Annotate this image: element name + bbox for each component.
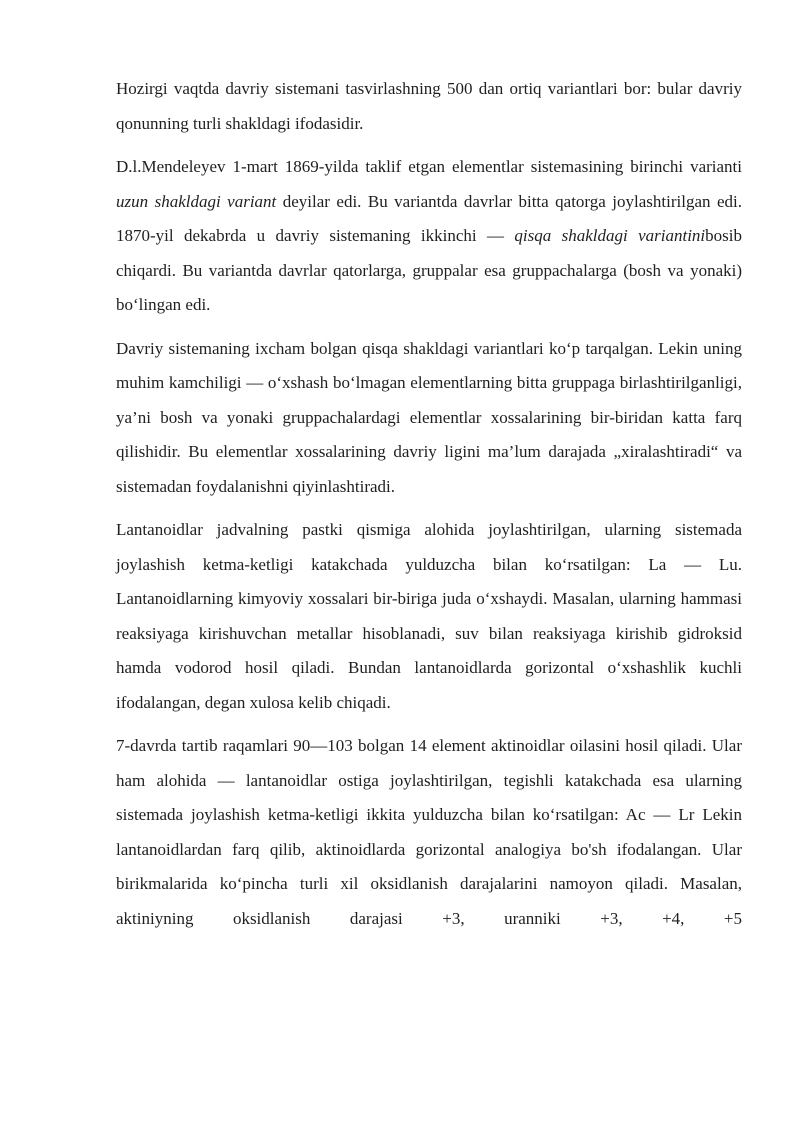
paragraph-actinoids (116, 729, 742, 936)
paragraph-text: bosib chiqardi. Bu variantda davrlar qatorlarga, gruppalar esa gruppachalarga (bosh va yonaki) bo‘lingan edi. (116, 226, 743, 314)
paragraph-text: 7-davrda tartib raqamlari 90—103 bolgan 14 element aktinoidlar oilasini hosil qiladi. Ular ham alohida — lantanoidlar ostiga joylashtirilgan, tegishli katakchada esa ularning sistemada joylashish ketma-ketligi ikkita yulduzcha bilan ko‘rsatilgan: Ac — Lr Lekin lantanoidlardan farq qilib, aktinoidlarda gorizontal analogiya bo'sh ifodalangan. Ular birikmalarida ko‘pincha turli xil oksidlanish darajalarini namoyon qiladi. Masalan, aktiniyning oksidlanish darajasi +3, uranniki +3, +4, +5 (116, 736, 742, 928)
paragraph-text: Davriy sistemaning ixcham bolgan qisqa shakldagi variantlari ko‘p tarqalgan. Lekin uning muhim kamchiligi — o‘xshash bo‘lmagan elementlarning bitta gruppaga birlashtirilganligi, ya’ni bosh va yonaki gruppachalardagi elementlar xossalarining bir-biridan katta farq qilishidir. Bu elementlar xossalarining davriy ligini ma’lum darajada „xiralashtiradi“ va sistemadan foydalanishni qiyinlashtiradi. (116, 338, 742, 496)
paragraph-mendeleyev (116, 150, 742, 323)
italic-term: qisqa shakldagi variantini (514, 226, 706, 245)
italic-term: uzun shakldagi variant (116, 191, 277, 211)
paragraph-short-form-drawback (116, 332, 742, 505)
paragraph-text: Hozirgi vaqtda davriy sistemani tasvirlashning 500 dan ortiq variantlari bor: bular davriy qonunning turli shakldagi ifodasidir. (116, 79, 742, 133)
paragraph-variants-count (116, 72, 742, 141)
paragraph-text: D.l.Mendeleyev 1-mart 1869-yilda taklif etgan elementlar sistemasining birinchi varianti (116, 157, 742, 176)
paragraph-text: deyilar edi. Bu variantda davrlar bitta qatorga joylashtirilgan edi. 1870-yil dekabrda u davriy sistemaning ikkinchi — (116, 191, 742, 245)
paragraph-text: Lantanoidlar jadvalning pastki qismiga alohida joylashtirilgan, ularning sistemada joylashish ketma-ketligi katakchada yulduzcha bilan ko‘rsatilgan: La — Lu. Lantanoidlarning kimyoviy xossalari bir-biriga juda o‘xshaydi. Masalan, ularning hammasi reaksiyaga kirishuvchan metallar hisoblanadi, suv bilan reaksiyaga kirishib gidroksid hamda vodorod hosil qiladi. Bundan lantanoidlarda gorizontal o‘xshashlik kuchli ifodalangan, degan xulosa kelib chiqadi. (116, 520, 742, 712)
paragraph-lanthanoids (116, 513, 742, 720)
